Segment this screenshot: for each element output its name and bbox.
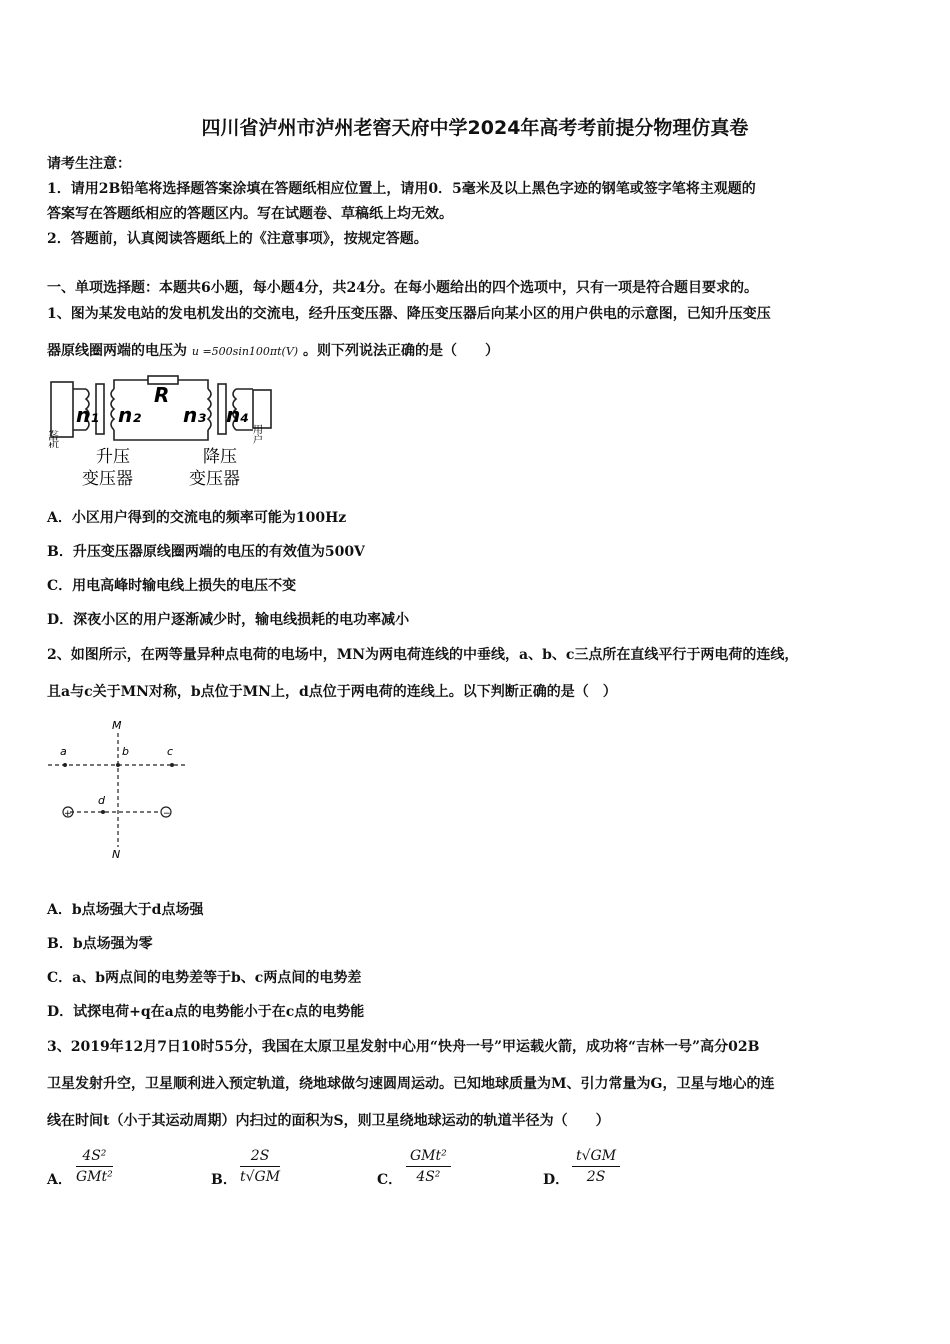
point-d <box>101 810 105 814</box>
q1-option-b[interactable]: B．升压变压器原线圈两端的电压的有效值为500V <box>47 544 365 560</box>
user-box <box>253 390 271 428</box>
plus-sign: + <box>64 809 72 819</box>
q3-option-c-denominator: 4S² <box>416 1169 441 1185</box>
step-up-label-1: 升压 <box>96 447 130 467</box>
generator-label: 发电机 <box>46 430 60 463</box>
generator-box <box>51 382 73 437</box>
point-a <box>63 763 67 767</box>
q3-option-b-denominator: t√GM <box>240 1169 281 1185</box>
q3-option-d-label: D． <box>543 1172 570 1188</box>
q3-option-c-label: C． <box>377 1172 403 1188</box>
minus-sign: − <box>163 809 171 819</box>
q3-option-c-numerator: GMt² <box>406 1148 451 1167</box>
step-up-label-2: 变压器 <box>82 469 133 489</box>
point-c <box>170 763 174 767</box>
q1-option-a[interactable]: A．小区用户得到的交流电的频率可能为100Hz <box>47 510 347 526</box>
q2-option-c[interactable]: C．a、b两点间的电势差等于b、c两点间的电势差 <box>47 970 362 986</box>
label-b: b <box>122 745 129 758</box>
q1-stem-line-2 <box>47 340 499 360</box>
n1-label: n₁ <box>76 403 99 427</box>
q3-option-b-numerator: 2S <box>240 1148 280 1167</box>
step-down-label-1: 降压 <box>203 447 237 467</box>
q3-option-c-fraction <box>406 1148 451 1185</box>
q2-stem-line-1: 2、如图所示，在两等量异种点电荷的电场中，MN为两电荷连线的中垂线，a、b、c三点所在直线平行于两电荷的连线， <box>47 647 799 663</box>
q3-option-d-denominator: 2S <box>586 1169 606 1185</box>
q3-stem-line-3: 线在时间t（小于其运动周期）内扫过的面积为S，则卫星绕地球运动的轨道半径为（ ） <box>47 1113 610 1129</box>
notice-item-2: 2．答题前，认真阅读答题纸上的《注意事项》，按规定答题。 <box>47 231 428 247</box>
q1-voltage-formula: u =500sin100πt(V) <box>191 345 299 358</box>
step-down-label-2: 变压器 <box>189 469 240 489</box>
label-a: a <box>60 745 67 758</box>
n2-label: n₂ <box>118 403 141 427</box>
q3-stem-line-1: 3、2019年12月7日10时55分，我国在太原卫星发射中心用“快舟一号”甲运载火箭，成功将“吉林一号”高分02B <box>47 1039 760 1055</box>
q2-stem-line-2: 且a与c关于MN对称，b点位于MN上，d点位于两电荷的连线上。以下判断正确的是（ ） <box>47 684 617 700</box>
notice-heading: 请考生注意： <box>47 156 131 172</box>
label-N: N <box>112 848 121 861</box>
label-M: M <box>112 719 122 732</box>
coil-n2 <box>111 389 114 430</box>
q1-option-c[interactable]: C．用电高峰时输电线上损失的电压不变 <box>47 578 297 594</box>
q3-option-b-label: B． <box>211 1172 237 1188</box>
q3-stem-line-2: 卫星发射升空，卫星顺利进入预定轨道，绕地球做匀速圆周运动。已知地球质量为M、引力常量为G，卫星与地心的连 <box>47 1076 775 1092</box>
q1-stem-line-1: 1、图为某发电站的发电机发出的交流电，经升压变压器、降压变压器后向某小区的用户供电的示意图，已知升压变压 <box>47 306 771 322</box>
q3-option-b-fraction <box>240 1148 280 1185</box>
section-1-heading: 一、单项选择题：本题共6小题，每小题4分，共24分。在每小题给出的四个选项中，只有一项是符合题目要求的。 <box>47 280 758 296</box>
q2-option-a[interactable]: A．b点场强大于d点场强 <box>47 902 204 918</box>
R-label: R <box>154 383 170 407</box>
q3-option-a-denominator: GMt² <box>76 1169 113 1185</box>
n3-label: n₃ <box>183 403 206 427</box>
q2-option-d[interactable]: D．试探电荷+q在a点的电势能小于在c点的电势能 <box>47 1004 365 1020</box>
q1-option-d[interactable]: D．深夜小区的用户逐渐减少时，输电线损耗的电功率减小 <box>47 612 410 628</box>
transformer-diagram <box>48 372 283 492</box>
q3-option-d-fraction <box>572 1148 620 1185</box>
label-c: c <box>167 745 174 758</box>
coil-n3 <box>208 389 211 430</box>
q3-option-a-label: A． <box>47 1172 72 1188</box>
label-d: d <box>98 794 105 807</box>
core-step-down <box>218 384 226 434</box>
q1-stem-pre: 器原线圈两端的电压为 <box>47 343 187 359</box>
q3-option-a-numerator: 4S² <box>76 1148 113 1167</box>
n4-label: n₄ <box>226 403 249 427</box>
user-label: 用户 <box>250 424 262 444</box>
q2-option-b[interactable]: B．b点场强为零 <box>47 936 153 952</box>
notice-item-1-line-2: 答案写在答题纸相应的答题区内。写在试题卷、草稿纸上均无效。 <box>47 206 453 222</box>
page-title: 四川省泸州市泸州老窖天府中学2024年高考考前提分物理仿真卷 <box>201 117 749 139</box>
q3-option-a-fraction <box>76 1148 113 1185</box>
q1-stem-post: 。则下列说法正确的是（ ） <box>302 343 499 359</box>
electric-field-diagram <box>48 715 198 865</box>
point-b <box>116 763 120 767</box>
notice-item-1-line-1: 1．请用2B铅笔将选择题答案涂填在答题纸相应位置上，请用0．5毫米及以上黑色字迹的钢笔或签字笔将主观题的 <box>47 181 756 197</box>
q3-option-d-numerator: t√GM <box>572 1148 620 1167</box>
